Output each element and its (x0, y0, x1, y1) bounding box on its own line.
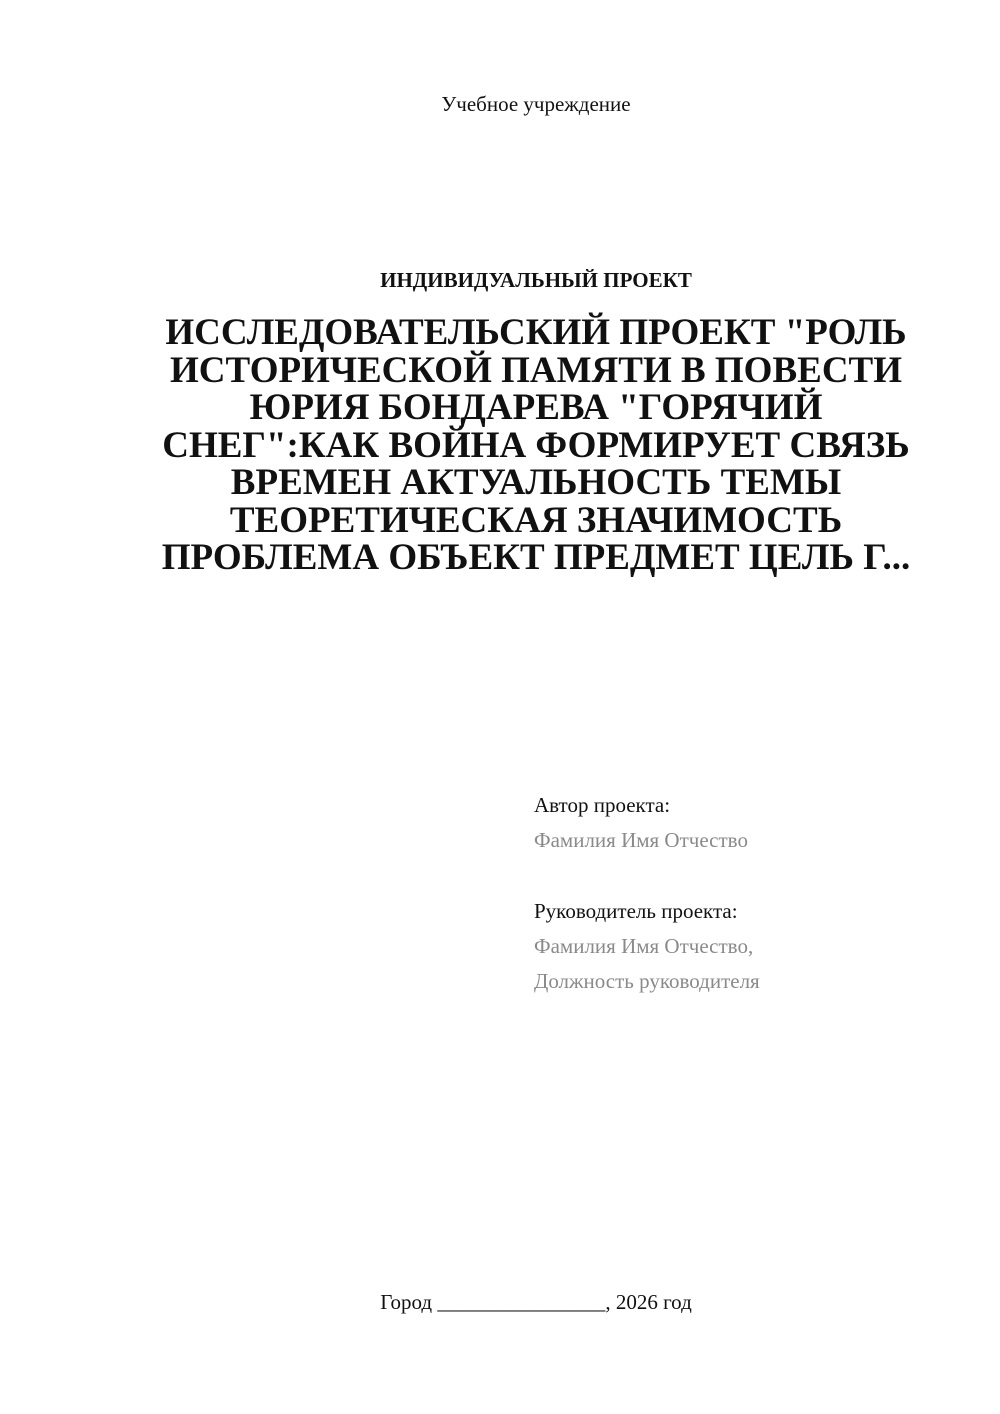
institution-name: Учебное учреждение (441, 92, 631, 116)
supervisor-label: Руководитель проекта: (534, 899, 738, 923)
author-name: Фамилия Имя Отчество (534, 828, 748, 852)
supervisor-block (534, 894, 964, 999)
author-label: Автор проекта: (534, 793, 671, 817)
supervisor-position: Должность руководителя (534, 969, 760, 993)
author-block (534, 788, 964, 858)
supervisor-name: Фамилия Имя Отчество, (534, 934, 754, 958)
project-type: ИНДИВИДУАЛЬНЫЙ ПРОЕКТ (380, 268, 692, 292)
city-year-line: Город ________________, 2026 год (380, 1290, 692, 1314)
project-title: ИССЛЕДОВАТЕЛЬСКИЙ ПРОЕКТ "РОЛЬ ИСТОРИЧЕСКОЙ ПАМЯТИ В ПОВЕСТИ ЮРИЯ БОНДАРЕВА "ГОРЯЧИЙ СНЕГ":КАК ВОЙНА ФОРМИРУЕТ СВЯЗЬ ВРЕМЕН АКТУАЛЬНОСТЬ ТЕМЫ ТЕОРЕТИЧЕСКАЯ ЗНАЧИМОСТЬ ПРОБЛЕМА ОБЪЕКТ ПРЕДМЕТ ЦЕЛЬ Г... (161, 312, 911, 578)
